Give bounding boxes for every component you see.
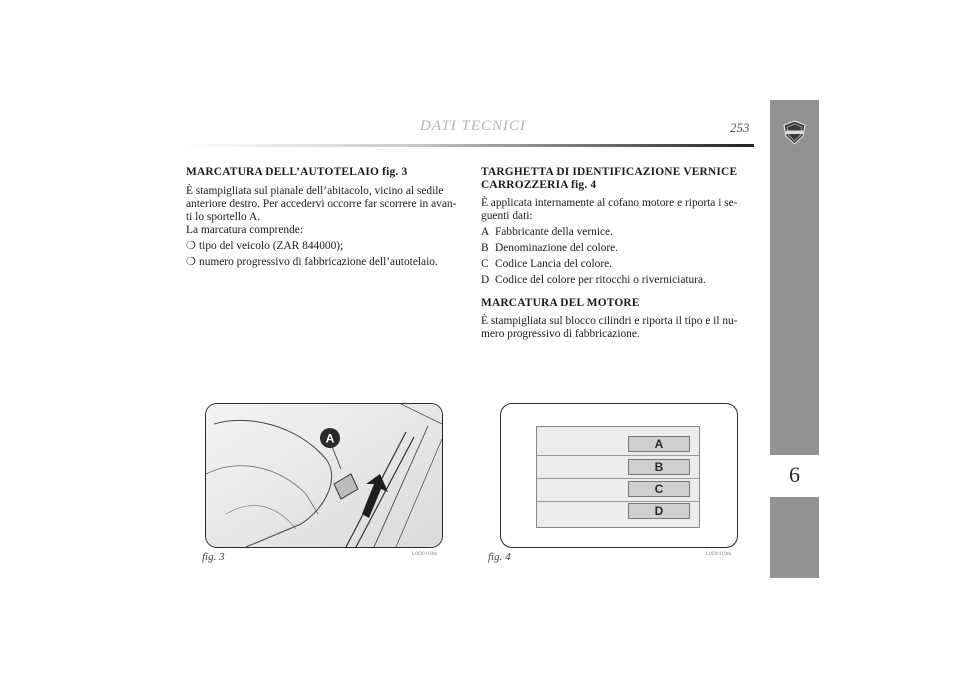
page-number: 253: [730, 120, 750, 135]
section-heading-paint-plate: TARGHETTA DI IDENTIFICAZIONE VERNICE: [481, 166, 738, 178]
paragraph-line: mero progressivo di fabbricazione.: [481, 328, 640, 340]
figure-3: [205, 403, 443, 548]
list-item: D Codice del colore per ritocchi o riverniciatura.: [481, 274, 706, 286]
right-column: [481, 166, 757, 341]
plate-divider: [537, 478, 699, 479]
chassis-illustration: [206, 404, 442, 547]
chapter-number: 6: [789, 462, 800, 487]
plate-divider: [537, 455, 699, 456]
sidebar-top-band: [770, 100, 819, 457]
chapter-sidebar: [770, 100, 819, 578]
lancia-logo-icon: [782, 120, 807, 145]
paragraph-line: guenti dati:: [481, 210, 533, 222]
left-column: [186, 166, 468, 269]
paragraph-line: È stampigliata sul blocco cilindri e riporta il tipo e il nu-: [481, 315, 738, 327]
header-rule: [186, 144, 754, 147]
list-item: ❍ numero progressivo di fabbricazione dell’autotelaio.: [186, 256, 438, 268]
paragraph-line: È applicata internamente al cofano motore e riporta i se-: [481, 197, 738, 209]
paragraph-line: La marcatura comprende:: [186, 224, 304, 236]
paragraph-line: ti lo sportello A.: [186, 211, 261, 223]
list-item: A Fabbricante della vernice.: [481, 226, 613, 238]
plate-field-c: C: [628, 481, 690, 497]
paragraph-line: anteriore destro. Per accedervi occorre far scorrere in avan-: [186, 198, 457, 210]
list-item: ❍ tipo del veicolo (ZAR 844000);: [186, 240, 344, 252]
list-item: B Denominazione del colore.: [481, 242, 619, 254]
bullet-icon: ❍: [186, 240, 196, 252]
section-heading-paint-plate-2: CARROZZERIA fig. 4: [481, 179, 597, 191]
figure-4-caption: fig. 4: [488, 551, 511, 563]
plate-divider: [537, 501, 699, 502]
figure-label-a: A: [325, 431, 335, 446]
figure-3-code: L0D0118m: [412, 552, 438, 557]
paragraph-line: È stampigliata sul pianale dell’abitacolo, vicino al sedile: [186, 185, 444, 197]
list-item: C Codice Lancia del colore.: [481, 258, 613, 270]
bullet-icon: ❍: [186, 256, 196, 268]
figure-3-caption: fig. 3: [202, 551, 225, 563]
page-header-title: DATI TECNICI: [420, 118, 527, 134]
section-heading-engine: MARCATURA DEL MOTORE: [481, 297, 640, 309]
plate-field-a: A: [628, 436, 690, 452]
chapter-tab[interactable]: [770, 455, 819, 497]
plate-field-b: B: [628, 459, 690, 475]
figure-4-code: L0D0119m: [706, 552, 732, 557]
section-heading-chassis: MARCATURA DELL’AUTOTELAIO fig. 3: [186, 166, 408, 178]
plate-field-d: D: [628, 503, 690, 519]
